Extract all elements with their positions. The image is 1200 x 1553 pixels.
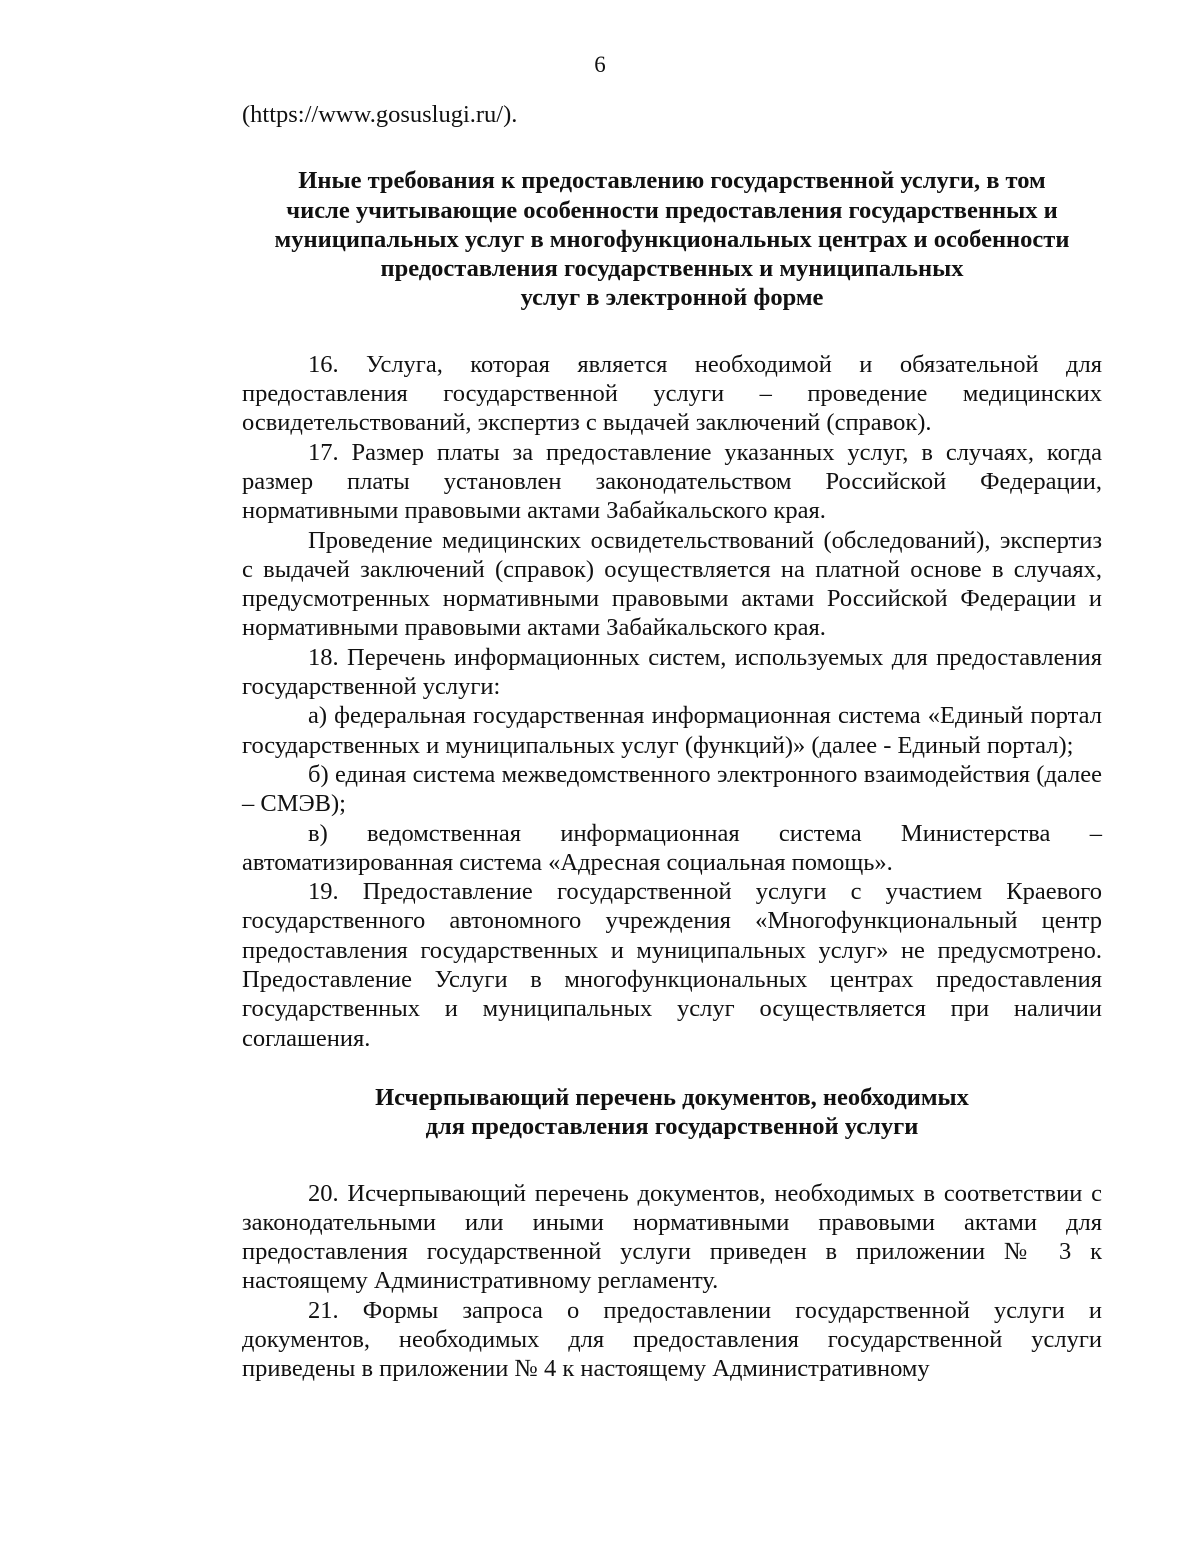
paragraph-18-item-v: в) ведомственная информационная система Министерства – автоматизированная система «Адресная социальная помощь». bbox=[242, 819, 1102, 876]
paragraph-19: 19. Предоставление государственной услуги с участием Краевого государственного автономного учреждения «Многофункциональный центр предоставления государственных и муниципальных услуг» не предусмотрено. Предоставление Услуги в многофункциональных центрах предоставления государственных и муниципальных услуг осуществляется при наличии соглашения. bbox=[242, 878, 1102, 1052]
heading-line: муниципальных услуг в многофункциональных центрах и особенности bbox=[274, 225, 1070, 253]
paragraph-20: 20. Исчерпывающий перечень документов, необходимых в соответствии с законодательными или иными нормативными правовыми актами для предоставления государственной услуги приведен в приложении № 3 к настоящему Административному регламенту. bbox=[242, 1179, 1102, 1295]
heading-line: числе учитывающие особенности предоставления государственных и bbox=[286, 196, 1058, 224]
heading-line: Исчерпывающий перечень документов, необходимых bbox=[375, 1083, 969, 1111]
heading-line: услуг в электронной форме bbox=[520, 284, 824, 312]
paragraph-16: 16. Услуга, которая является необходимой и обязательной для предоставления государственной услуги – проведение медицинских освидетельствований, экспертиз с выдачей заключений (справок). bbox=[242, 350, 1102, 437]
heading-line: для предоставления государственной услуги bbox=[425, 1113, 919, 1141]
paragraph-17: 17. Размер платы за предоставление указанных услуг, в случаях, когда размер платы установлен законодательством Российской Федерации, нормативными правовыми актами Забайкальского края. bbox=[242, 438, 1102, 525]
page-number: 6 bbox=[594, 52, 606, 77]
paragraph-18-item-a: а) федеральная государственная информационная система «Единый портал государственных и муниципальных услуг (функций)» (далее - Единый портал); bbox=[242, 702, 1102, 759]
section-heading-document-list bbox=[242, 1083, 1102, 1142]
url-line: (https://www.gosuslugi.ru/). bbox=[242, 101, 518, 128]
section-heading-other-requirements bbox=[242, 166, 1102, 312]
paragraph-18-item-b: б) единая система межведомственного электронного взаимодействия (далее – СМЭВ); bbox=[242, 760, 1102, 818]
paragraph-21: 21. Формы запроса о предоставлении государственной услуги и документов, необходимых для предоставления государственной услуги приведены в приложении № 4 к настоящему Административному bbox=[242, 1296, 1102, 1383]
heading-line: Иные требования к предоставлению государственной услуги, в том bbox=[298, 167, 1046, 195]
paragraph-17-medical-examinations: Проведение медицинских освидетельствований (обследований), экспертиз с выдачей заключений (справок) осуществляется на платной основе в случаях, предусмотренных нормативными правовыми актами Российской Федерации и нормативными правовыми актами Забайкальского края. bbox=[242, 526, 1102, 642]
heading-line: предоставления государственных и муниципальных bbox=[380, 255, 964, 283]
document-body bbox=[242, 100, 1102, 1384]
paragraph-18: 18. Перечень информационных систем, используемых для предоставления государственной услуги: bbox=[242, 643, 1102, 701]
